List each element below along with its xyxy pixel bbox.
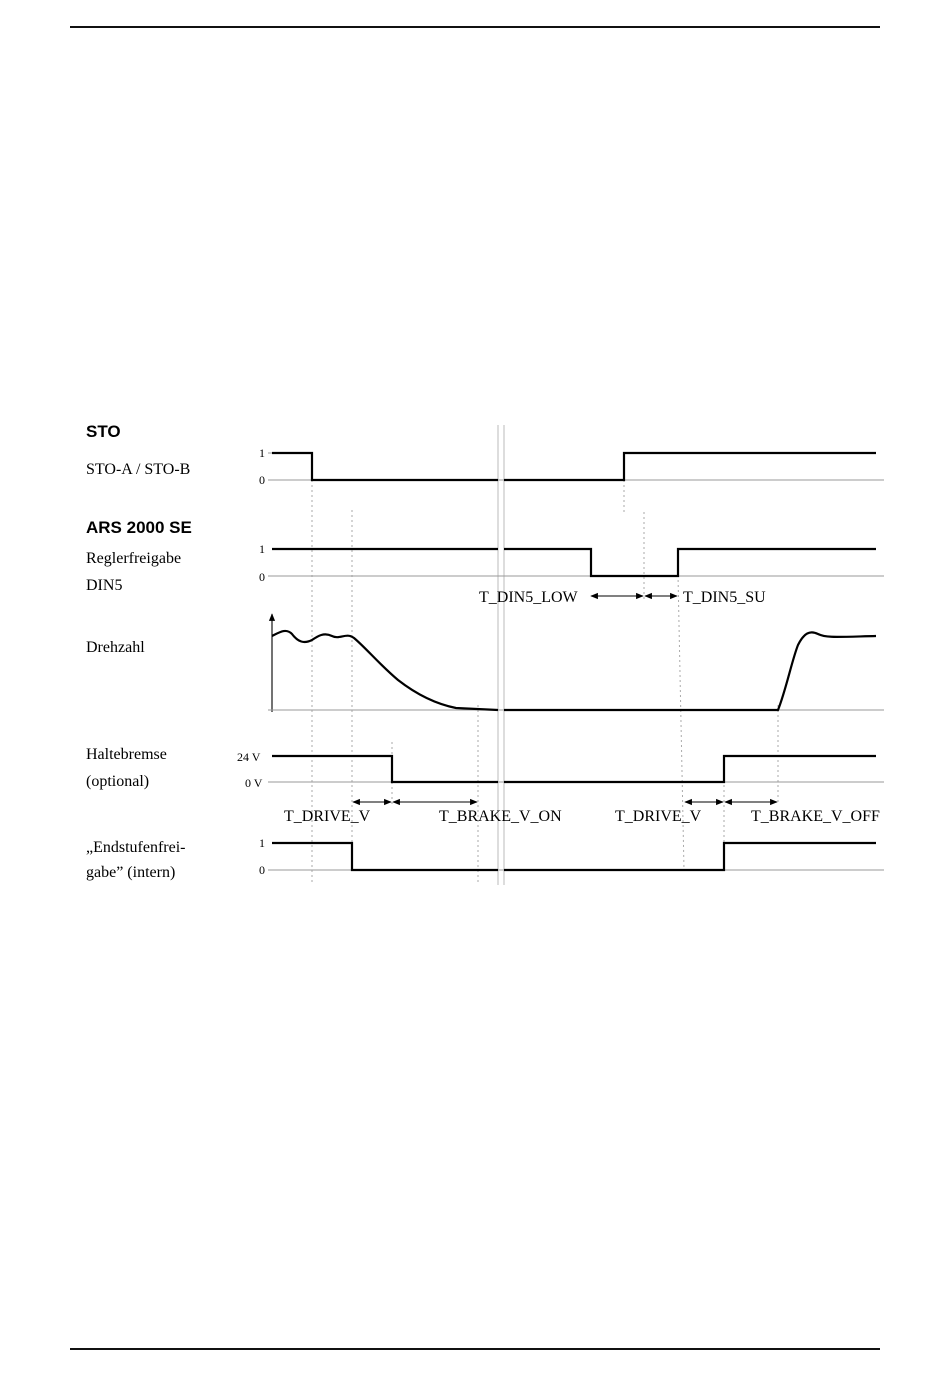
- sto-waveform: [272, 453, 498, 480]
- endstufe-signal-row: [86, 836, 884, 881]
- endstufe-label-line2: gabe” (intern): [86, 864, 176, 881]
- sto-ab-label: STO-A / STO-B: [86, 461, 191, 478]
- t-brake-v-on-label: T_BRAKE_V_ON: [439, 808, 562, 825]
- t-din5-su-label: T_DIN5_SU: [683, 589, 766, 606]
- t-drive-v-label-1: T_DRIVE_V: [284, 808, 371, 825]
- regler-label-line1: Reglerfreigabe: [86, 550, 182, 567]
- endstufe-waveform: [272, 843, 498, 870]
- sto-signal-row: [86, 446, 884, 487]
- t-brake-v-off-label: T_BRAKE_V_OFF: [751, 808, 880, 825]
- bremse-waveform: [272, 756, 498, 782]
- regler-high-tick: 1: [259, 542, 265, 556]
- ars-heading: ARS 2000 SE: [86, 518, 192, 537]
- drehzahl-label: Drehzahl: [86, 639, 145, 656]
- drehzahl-curve: [272, 631, 498, 710]
- bremse-high-tick: 24 V: [237, 750, 261, 764]
- t-drive-v-label-2: T_DRIVE_V: [615, 808, 702, 825]
- drehzahl-signal-row: [86, 614, 884, 712]
- regler-label-line2: DIN5: [86, 577, 123, 594]
- bremse-low-tick: 0 V: [245, 776, 263, 790]
- bremse-signal-row: [86, 746, 884, 825]
- sto-high-tick: 1: [259, 446, 265, 460]
- sto-heading: STO: [86, 422, 121, 441]
- bremse-label-line2: (optional): [86, 773, 150, 790]
- sto-low-tick: 0: [259, 473, 265, 487]
- regler-low-tick: 0: [259, 570, 265, 584]
- endstufe-high-tick: 1: [259, 836, 265, 850]
- endstufe-label-line1: „Endstufenfrei-: [86, 839, 186, 856]
- bremse-label-line1: Haltebremse: [86, 746, 167, 763]
- t-din5-low-label: T_DIN5_LOW: [479, 589, 578, 606]
- regler-signal-row: [86, 542, 884, 606]
- endstufe-low-tick: 0: [259, 863, 265, 877]
